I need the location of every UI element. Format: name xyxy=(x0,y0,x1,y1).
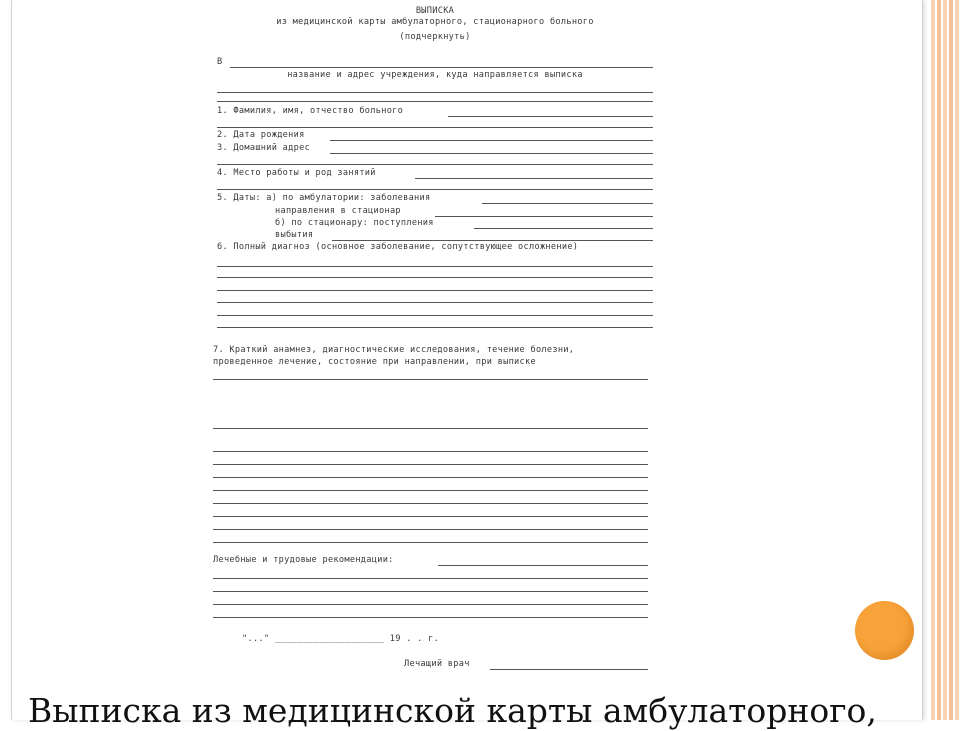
field-dates-ambulatory-label: 5. Даты: а) по амбулатории: заболевания xyxy=(217,193,431,203)
diagnosis-line xyxy=(217,327,653,328)
slide-caption: Выписка из медицинской карты амбулаторного, xyxy=(28,691,877,730)
field-workplace-label: 4. Место работы и род занятий xyxy=(217,168,376,178)
field-admission-label: б) по стационару: поступления xyxy=(275,218,434,228)
recommendations-line xyxy=(213,578,648,579)
anamnesis-line xyxy=(213,542,648,543)
orange-circle-decoration xyxy=(855,601,914,660)
field-birth-date-line xyxy=(330,140,653,141)
decorative-stripe xyxy=(949,0,953,720)
field-dates-ambulatory-line xyxy=(482,203,653,204)
diagnosis-line xyxy=(217,315,653,316)
field-admission-line xyxy=(474,228,653,229)
doctor-label: Лечащий врач xyxy=(404,659,470,669)
recommendations-line xyxy=(213,617,648,618)
form-subtitle: из медицинской карты амбулаторного, стационарного больного xyxy=(276,17,594,27)
decorative-stripe xyxy=(955,0,959,720)
field-birth-date-label: 2. Дата рождения xyxy=(217,130,305,140)
recommendations-line xyxy=(438,565,648,566)
blank-line xyxy=(217,101,653,102)
diagnosis-line xyxy=(217,266,653,267)
blank-line xyxy=(217,127,653,128)
field-referral-date-line xyxy=(435,216,653,217)
field-discharge-date-label: выбытия xyxy=(275,230,314,240)
doctor-signature-line xyxy=(490,669,648,670)
field-anamnesis-label-continued: проведенное лечение, состояние при направлении, при выписке xyxy=(213,357,536,367)
anamnesis-line xyxy=(213,477,648,478)
decorative-stripe xyxy=(931,0,935,720)
anamnesis-line xyxy=(213,379,648,380)
anamnesis-line xyxy=(213,529,648,530)
field-full-name-label: 1. Фамилия, имя, отчество больного xyxy=(217,106,404,116)
field-full-name-line xyxy=(448,116,653,117)
anamnesis-line xyxy=(213,503,648,504)
discharge-form xyxy=(210,0,660,690)
to-label: В xyxy=(217,57,223,67)
anamnesis-line xyxy=(213,490,648,491)
field-anamnesis-label: 7. Краткий анамнез, диагностические исследования, течение болезни, xyxy=(213,345,575,355)
blank-line xyxy=(217,189,653,190)
to-hint: название и адрес учреждения, куда направляется выписка xyxy=(287,70,583,80)
field-address-label: 3. Домашний адрес xyxy=(217,143,311,153)
anamnesis-line xyxy=(213,516,648,517)
decorative-stripe xyxy=(937,0,941,720)
date-line: "..." ____________________ 19 . . г. xyxy=(242,634,440,644)
anamnesis-line xyxy=(213,451,648,452)
blank-line xyxy=(217,164,653,165)
field-referral-date-label: направления в стационар xyxy=(275,206,401,216)
anamnesis-line xyxy=(213,464,648,465)
decorative-stripe xyxy=(943,0,947,720)
blank-line xyxy=(217,92,653,93)
recommendations-label: Лечебные и трудовые рекомендации: xyxy=(213,555,394,565)
field-discharge-date-line xyxy=(332,240,653,241)
diagnosis-line xyxy=(217,277,653,278)
field-address-line xyxy=(330,153,653,154)
underline-note: (подчеркнуть) xyxy=(399,32,471,42)
form-title: ВЫПИСКА xyxy=(415,6,455,16)
field-workplace-line xyxy=(415,178,653,179)
diagnosis-line xyxy=(217,302,653,303)
diagnosis-line xyxy=(217,290,653,291)
anamnesis-line xyxy=(213,428,648,429)
recommendations-line xyxy=(213,604,648,605)
to-line xyxy=(230,67,653,68)
field-diagnosis-label: 6. Полный диагноз (основное заболевание, сопутствующее осложнение) xyxy=(217,242,579,252)
recommendations-line xyxy=(213,591,648,592)
